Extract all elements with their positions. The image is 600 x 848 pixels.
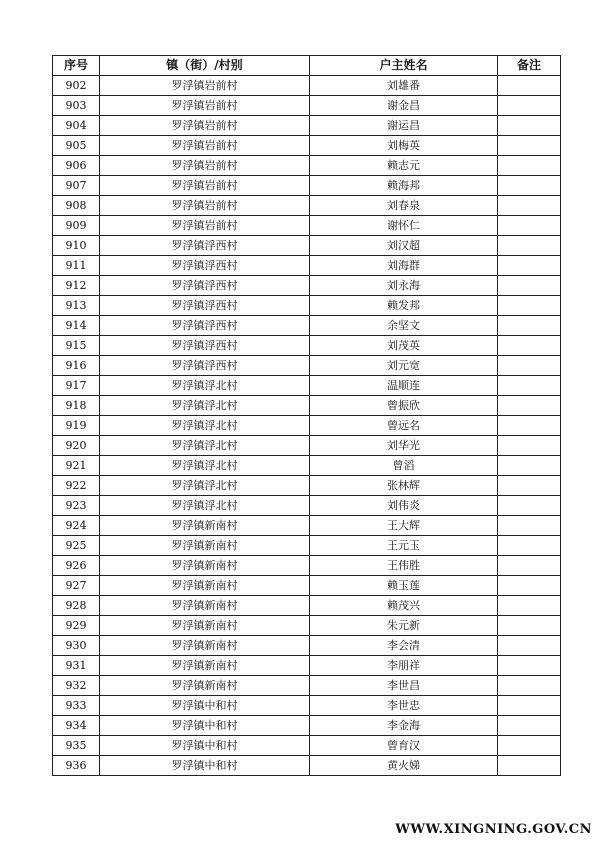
cell-town: 罗浮镇浮北村 [100,456,310,476]
cell-note [498,596,561,616]
cell-town: 罗浮镇新南村 [100,636,310,656]
cell-name: 李会清 [310,636,498,656]
table-header-row [53,56,561,76]
table-row [53,336,561,356]
cell-note [498,296,561,316]
cell-seq: 906 [53,156,100,176]
table-row [53,556,561,576]
cell-note [498,536,561,556]
table-row [53,616,561,636]
cell-note [498,316,561,336]
cell-seq: 908 [53,196,100,216]
cell-seq: 909 [53,216,100,236]
cell-town: 罗浮镇岩前村 [100,156,310,176]
cell-name: 谢怀仁 [310,216,498,236]
cell-note [498,376,561,396]
cell-seq: 928 [53,596,100,616]
cell-name: 刘汉超 [310,236,498,256]
cell-seq: 914 [53,316,100,336]
cell-name: 曾远名 [310,416,498,436]
cell-seq: 925 [53,536,100,556]
cell-note [498,336,561,356]
cell-name: 朱元新 [310,616,498,636]
footer-website: WWW.XINGNING.GOV.CN [395,822,592,837]
cell-seq: 927 [53,576,100,596]
cell-seq: 933 [53,696,100,716]
cell-note [498,256,561,276]
table-row [53,316,561,336]
cell-note [498,196,561,216]
table-row [53,216,561,236]
table-row [53,116,561,136]
table-row [53,536,561,556]
cell-name: 赖发邦 [310,296,498,316]
table-row [53,156,561,176]
cell-name: 张林辉 [310,476,498,496]
cell-town: 罗浮镇岩前村 [100,76,310,96]
cell-town: 罗浮镇新南村 [100,576,310,596]
cell-town: 罗浮镇浮西村 [100,256,310,276]
cell-seq: 934 [53,716,100,736]
table-row [53,496,561,516]
cell-note [498,576,561,596]
cell-name: 刘春泉 [310,196,498,216]
cell-name: 赖茂兴 [310,596,498,616]
cell-town: 罗浮镇浮北村 [100,496,310,516]
cell-seq: 903 [53,96,100,116]
cell-town: 罗浮镇新南村 [100,536,310,556]
cell-note [498,676,561,696]
cell-town: 罗浮镇岩前村 [100,96,310,116]
header-name: 户主姓名 [310,56,498,76]
cell-name: 刘茂英 [310,336,498,356]
cell-name: 赖海邦 [310,176,498,196]
cell-seq: 913 [53,296,100,316]
cell-note [498,736,561,756]
cell-town: 罗浮镇岩前村 [100,216,310,236]
cell-seq: 931 [53,656,100,676]
cell-name: 刘永海 [310,276,498,296]
cell-seq: 912 [53,276,100,296]
cell-seq: 911 [53,256,100,276]
table-row [53,736,561,756]
cell-name: 刘海群 [310,256,498,276]
cell-town: 罗浮镇中和村 [100,716,310,736]
cell-note [498,496,561,516]
table-row [53,676,561,696]
cell-name: 刘雄番 [310,76,498,96]
cell-name: 李朋祥 [310,656,498,676]
cell-town: 罗浮镇浮西村 [100,236,310,256]
cell-note [498,156,561,176]
table-row [53,456,561,476]
cell-name: 温顺连 [310,376,498,396]
cell-note [498,696,561,716]
cell-town: 罗浮镇浮北村 [100,396,310,416]
table-row [53,96,561,116]
cell-note [498,76,561,96]
cell-town: 罗浮镇中和村 [100,696,310,716]
cell-seq: 930 [53,636,100,656]
cell-name: 王伟胜 [310,556,498,576]
cell-town: 罗浮镇岩前村 [100,196,310,216]
cell-seq: 910 [53,236,100,256]
table-row [53,176,561,196]
cell-seq: 920 [53,436,100,456]
cell-seq: 902 [53,76,100,96]
cell-name: 刘梅英 [310,136,498,156]
cell-note [498,456,561,476]
cell-name: 刘元宽 [310,356,498,376]
cell-town: 罗浮镇新南村 [100,616,310,636]
household-table [52,55,561,776]
cell-name: 余坚文 [310,316,498,336]
cell-note [498,216,561,236]
cell-seq: 921 [53,456,100,476]
cell-town: 罗浮镇新南村 [100,596,310,616]
table-row [53,276,561,296]
cell-name: 刘华光 [310,436,498,456]
cell-note [498,476,561,496]
cell-name: 曾育汉 [310,736,498,756]
cell-seq: 917 [53,376,100,396]
cell-town: 罗浮镇浮北村 [100,416,310,436]
cell-seq: 926 [53,556,100,576]
cell-name: 李世忠 [310,696,498,716]
cell-name: 刘伟炎 [310,496,498,516]
cell-note [498,396,561,416]
cell-name: 曾滔 [310,456,498,476]
cell-town: 罗浮镇新南村 [100,676,310,696]
cell-town: 罗浮镇浮西村 [100,356,310,376]
table-row [53,416,561,436]
cell-seq: 916 [53,356,100,376]
cell-town: 罗浮镇岩前村 [100,176,310,196]
table-row [53,256,561,276]
table-row [53,656,561,676]
cell-town: 罗浮镇浮北村 [100,376,310,396]
cell-seq: 929 [53,616,100,636]
table-row [53,76,561,96]
cell-town: 罗浮镇新南村 [100,656,310,676]
cell-note [498,136,561,156]
table-row [53,436,561,456]
table-row [53,396,561,416]
cell-note [498,516,561,536]
cell-name: 李金海 [310,716,498,736]
cell-seq: 904 [53,116,100,136]
table-row [53,756,561,776]
cell-town: 罗浮镇浮北村 [100,476,310,496]
table-row [53,716,561,736]
cell-seq: 923 [53,496,100,516]
cell-town: 罗浮镇浮西村 [100,336,310,356]
table-row [53,376,561,396]
header-town: 镇（街）/村别 [100,56,310,76]
cell-town: 罗浮镇浮西村 [100,296,310,316]
cell-seq: 922 [53,476,100,496]
table-row [53,696,561,716]
header-seq: 序号 [53,56,100,76]
cell-town: 罗浮镇新南村 [100,556,310,576]
cell-note [498,556,561,576]
cell-note [498,236,561,256]
cell-name: 曾振欣 [310,396,498,416]
cell-seq: 932 [53,676,100,696]
table-row [53,236,561,256]
cell-seq: 907 [53,176,100,196]
cell-name: 李世昌 [310,676,498,696]
table-row [53,596,561,616]
cell-seq: 924 [53,516,100,536]
cell-name: 黄火娣 [310,756,498,776]
table-row [53,196,561,216]
table-row [53,296,561,316]
cell-town: 罗浮镇中和村 [100,756,310,776]
table-row [53,636,561,656]
cell-note [498,616,561,636]
table-row [53,356,561,376]
cell-note [498,416,561,436]
cell-note [498,176,561,196]
cell-seq: 918 [53,396,100,416]
cell-name: 谢运昌 [310,116,498,136]
cell-name: 谢金昌 [310,96,498,116]
cell-seq: 905 [53,136,100,156]
table-body [53,76,561,776]
cell-town: 罗浮镇岩前村 [100,116,310,136]
cell-seq: 935 [53,736,100,756]
cell-note [498,436,561,456]
table-row [53,516,561,536]
cell-name: 王元玉 [310,536,498,556]
cell-seq: 919 [53,416,100,436]
cell-note [498,636,561,656]
cell-name: 王大辉 [310,516,498,536]
cell-town: 罗浮镇浮北村 [100,436,310,456]
cell-town: 罗浮镇新南村 [100,516,310,536]
cell-note [498,96,561,116]
cell-note [498,756,561,776]
cell-town: 罗浮镇岩前村 [100,136,310,156]
cell-note [498,276,561,296]
cell-name: 赖玉莲 [310,576,498,596]
cell-note [498,116,561,136]
cell-note [498,656,561,676]
cell-seq: 936 [53,756,100,776]
cell-note [498,356,561,376]
cell-town: 罗浮镇浮西村 [100,276,310,296]
cell-town: 罗浮镇中和村 [100,736,310,756]
header-note: 备注 [498,56,561,76]
cell-note [498,716,561,736]
table-row [53,476,561,496]
cell-name: 赖志元 [310,156,498,176]
cell-seq: 915 [53,336,100,356]
cell-town: 罗浮镇浮西村 [100,316,310,336]
table-row [53,136,561,156]
table-row [53,576,561,596]
